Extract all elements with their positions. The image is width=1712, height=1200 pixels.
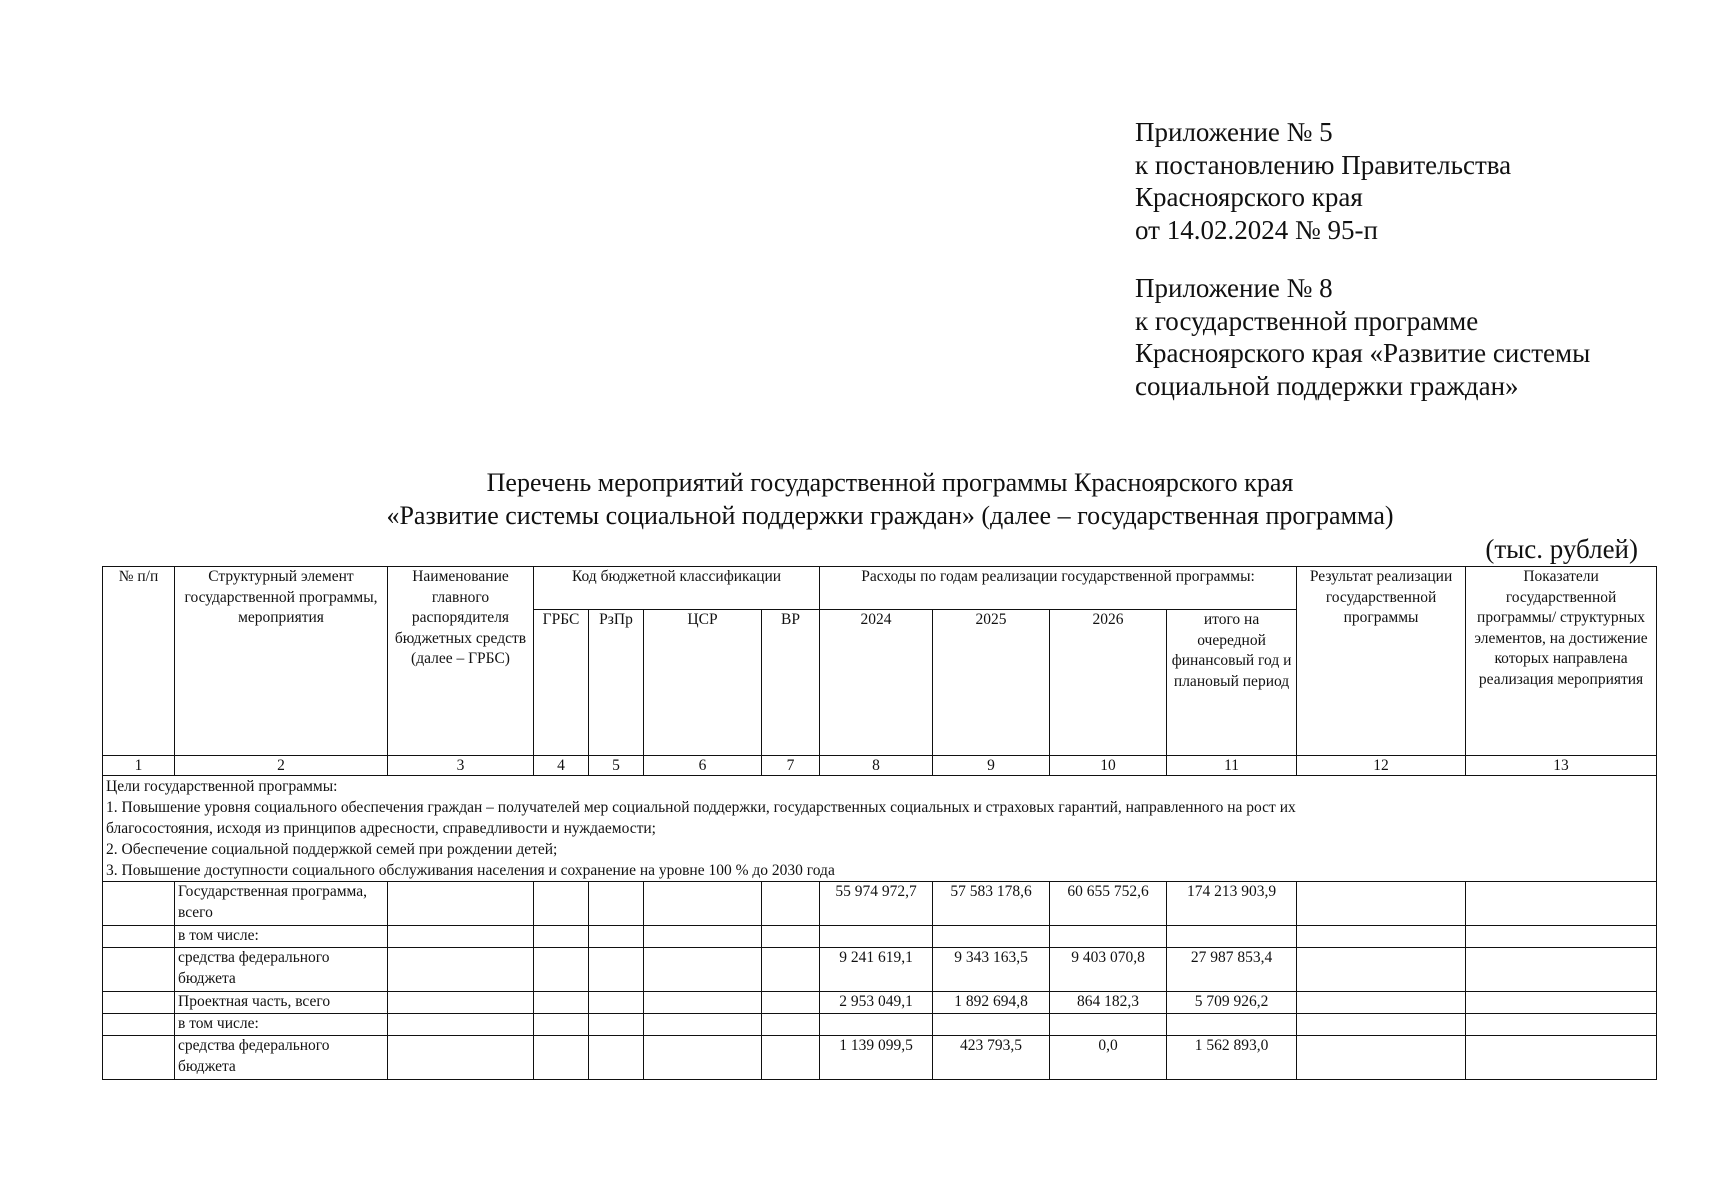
col-header-indicators: Показатели государственной программы/ структурных элементов, на достижение которых направлена реализация мероприятия — [1466, 567, 1657, 756]
table-cell — [388, 882, 534, 926]
goals-row — [103, 776, 1657, 882]
table-cell — [1297, 992, 1466, 1014]
column-number: 13 — [1466, 756, 1657, 776]
goals-line: 2. Обеспечение социальной поддержкой семей при рождении детей; — [106, 841, 558, 858]
value-2024: 1 139 099,5 — [820, 1036, 933, 1080]
table-cell — [589, 1014, 644, 1036]
value-2024: 2 953 049,1 — [820, 992, 933, 1014]
row-label: в том числе: — [175, 926, 388, 948]
column-number: 9 — [933, 756, 1050, 776]
col-header-2026: 2026 — [1050, 610, 1167, 756]
col-header-2024: 2024 — [820, 610, 933, 756]
appendix-8-line2: к государственной программе — [1135, 305, 1479, 336]
table-cell — [1466, 926, 1657, 948]
column-number: 4 — [534, 756, 589, 776]
units-label: (тыс. рублей) — [1485, 534, 1638, 564]
table-cell — [644, 948, 762, 992]
value-2025: 57 583 178,6 — [933, 882, 1050, 926]
value-2026 — [1050, 926, 1167, 948]
table-cell — [534, 882, 589, 926]
col-header-total: итого на очередной финансовый год и плановый период — [1167, 610, 1297, 756]
table-cell — [1297, 1014, 1466, 1036]
table-cell — [103, 1014, 175, 1036]
goals-cell — [103, 776, 1657, 882]
table-cell — [644, 926, 762, 948]
table-cell — [103, 926, 175, 948]
col-header-vr: ВР — [762, 610, 820, 756]
table-cell — [1297, 1036, 1466, 1080]
col-header-rzpr: РзПр — [589, 610, 644, 756]
value-2026 — [1050, 1014, 1167, 1036]
table-cell — [103, 1036, 175, 1080]
table-cell — [1466, 1036, 1657, 1080]
column-number: 10 — [1050, 756, 1167, 776]
goals-line: благосостояния, исходя из принципов адресности, справедливости и нуждаемости; — [106, 820, 656, 837]
row-label: средства федерального бюджета — [175, 1036, 388, 1080]
table-cell — [644, 882, 762, 926]
table-cell — [1466, 948, 1657, 992]
table-cell — [1466, 882, 1657, 926]
table-cell — [589, 948, 644, 992]
value-2026: 9 403 070,8 — [1050, 948, 1167, 992]
table-cell — [388, 948, 534, 992]
row-label: средства федерального бюджета — [175, 948, 388, 992]
column-number: 3 — [388, 756, 534, 776]
title-line2: «Развитие системы социальной поддержки граждан» (далее – государственная программа) — [386, 501, 1394, 530]
goals-line: Цели государственной программы: — [106, 778, 338, 795]
appendix-5-line3: Красноярского края — [1135, 182, 1363, 212]
appendix-8-line1: Приложение № 8 — [1135, 273, 1333, 303]
table-row — [103, 882, 1657, 926]
table-cell — [762, 948, 820, 992]
col-header-budget-code: Код бюджетной классификации — [534, 567, 820, 610]
goals-line: 1. Повышение уровня социального обеспечения граждан – получателей мер социальной поддержки, государственных социальных и страховых гарантий, направленного на рост их — [106, 799, 1296, 816]
table-cell — [534, 1014, 589, 1036]
table-cell — [1466, 992, 1657, 1014]
goals-line: 3. Повышение доступности социального обслуживания населения и сохранение на уровне 100 % до 2030 года — [106, 862, 835, 879]
table-cell — [589, 1036, 644, 1080]
column-number: 7 — [762, 756, 820, 776]
table-cell — [589, 926, 644, 948]
table-cell — [1297, 926, 1466, 948]
table-cell — [762, 1036, 820, 1080]
col-header-2025: 2025 — [933, 610, 1050, 756]
col-header-element: Структурный элемент государственной программы, мероприятия — [175, 567, 388, 756]
value-total — [1167, 1014, 1297, 1036]
col-header-num: № п/п — [103, 567, 175, 756]
header-row-1 — [103, 567, 1657, 610]
table-cell — [388, 1036, 534, 1080]
appendix-8-line4: социальной поддержки граждан» — [1135, 370, 1519, 401]
table-cell — [644, 1036, 762, 1080]
table-cell — [103, 882, 175, 926]
row-label: в том числе: — [175, 1014, 388, 1036]
value-total: 5 709 926,2 — [1167, 992, 1297, 1014]
row-label: Государственная программа, всего — [175, 882, 388, 926]
table-cell — [103, 992, 175, 1014]
table-row — [103, 992, 1657, 1014]
column-number: 11 — [1167, 756, 1297, 776]
table-cell — [1297, 882, 1466, 926]
table-cell — [589, 992, 644, 1014]
column-number: 6 — [644, 756, 762, 776]
table-cell — [762, 926, 820, 948]
table-cell — [1297, 948, 1466, 992]
table-cell — [103, 948, 175, 992]
value-2026: 864 182,3 — [1050, 992, 1167, 1014]
table-cell — [388, 992, 534, 1014]
value-2024: 9 241 619,1 — [820, 948, 933, 992]
table-cell — [534, 992, 589, 1014]
title-line1: Перечень мероприятий государственной программы Красноярского края — [486, 468, 1294, 497]
table-cell — [644, 992, 762, 1014]
value-2025 — [933, 926, 1050, 948]
column-number: 2 — [175, 756, 388, 776]
col-header-result: Результат реализации государственной программы — [1297, 567, 1466, 756]
col-header-expenses: Расходы по годам реализации государственной программы: — [820, 567, 1297, 610]
value-2024: 55 974 972,7 — [820, 882, 933, 926]
table-cell — [762, 992, 820, 1014]
column-number: 8 — [820, 756, 933, 776]
appendix-5-line2: к постановлению Правительства — [1135, 149, 1512, 180]
value-total: 174 213 903,9 — [1167, 882, 1297, 926]
value-total — [1167, 926, 1297, 948]
col-header-grbs: ГРБС — [534, 610, 589, 756]
measures-table — [102, 566, 1657, 1080]
value-2025: 9 343 163,5 — [933, 948, 1050, 992]
table-row — [103, 948, 1657, 992]
value-2026: 0,0 — [1050, 1036, 1167, 1080]
table-cell — [762, 1014, 820, 1036]
value-total: 27 987 853,4 — [1167, 948, 1297, 992]
table-cell — [534, 948, 589, 992]
table-cell — [388, 1014, 534, 1036]
table-cell — [644, 1014, 762, 1036]
document-title — [100, 466, 1680, 532]
table-row — [103, 926, 1657, 948]
col-header-csr: ЦСР — [644, 610, 762, 756]
value-2024 — [820, 1014, 933, 1036]
table-cell — [589, 882, 644, 926]
appendix-5-line1: Приложение № 5 — [1135, 117, 1333, 147]
appendix-8-line3: Красноярского края «Развитие системы — [1135, 338, 1591, 368]
table-row — [103, 1036, 1657, 1080]
table-cell — [534, 1036, 589, 1080]
value-2026: 60 655 752,6 — [1050, 882, 1167, 926]
value-2025: 423 793,5 — [933, 1036, 1050, 1080]
row-label: Проектная часть, всего — [175, 992, 388, 1014]
column-number: 1 — [103, 756, 175, 776]
table-cell — [1466, 1014, 1657, 1036]
appendix-8-block — [1135, 272, 1695, 402]
column-number: 12 — [1297, 756, 1466, 776]
table-cell — [388, 926, 534, 948]
column-number: 5 — [589, 756, 644, 776]
value-2024 — [820, 926, 933, 948]
column-numbers-row — [103, 756, 1657, 776]
table-cell — [762, 882, 820, 926]
value-2025: 1 892 694,8 — [933, 992, 1050, 1014]
table-cell — [534, 926, 589, 948]
appendix-5-line4: от 14.02.2024 № 95-п — [1135, 214, 1378, 245]
value-total: 1 562 893,0 — [1167, 1036, 1297, 1080]
table-row — [103, 1014, 1657, 1036]
value-2025 — [933, 1014, 1050, 1036]
appendix-5-block — [1135, 116, 1695, 246]
col-header-grbs-name: Наименование главного распорядителя бюджетных средств (далее – ГРБС) — [388, 567, 534, 756]
